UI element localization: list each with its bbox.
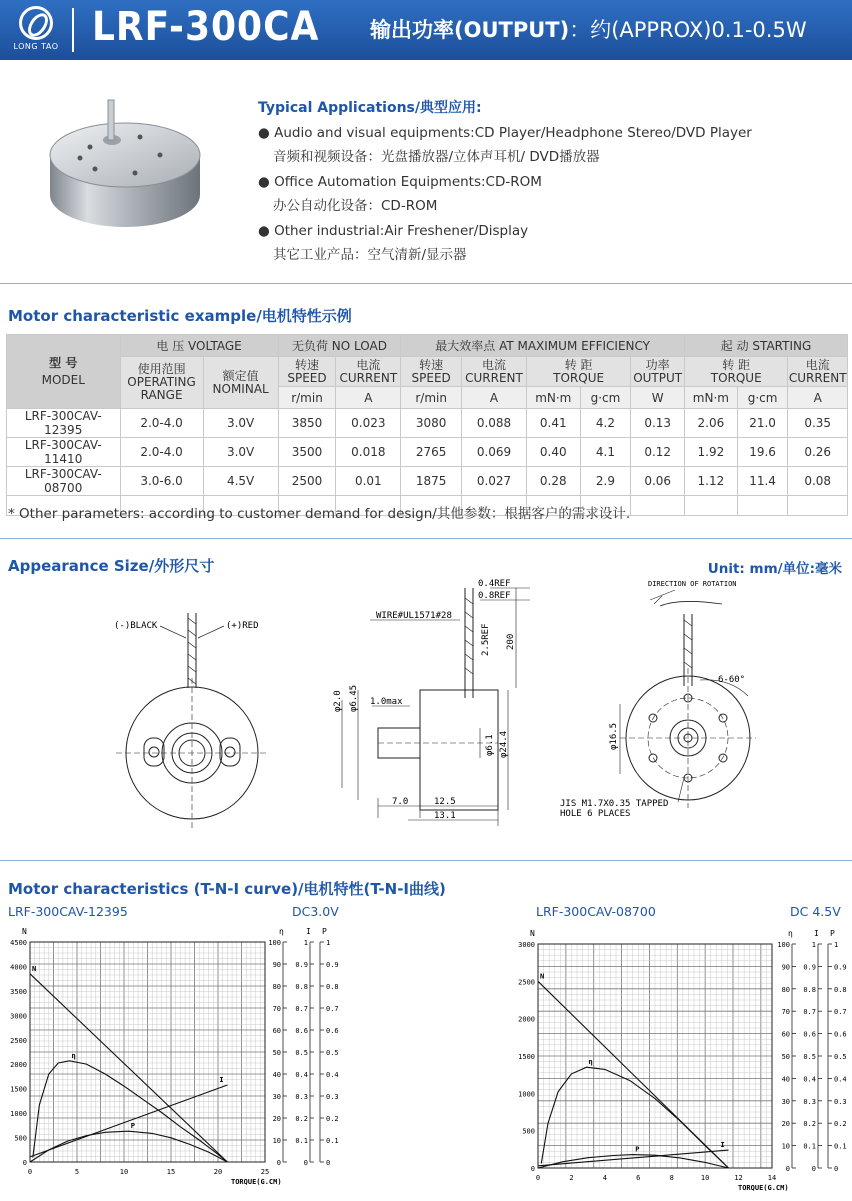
output-power <box>370 14 807 44</box>
i-tick-label: 0.4 <box>803 1075 816 1084</box>
i-tick-label: 0.8 <box>295 983 308 991</box>
eta-tick-label: 70 <box>781 1008 790 1017</box>
cell: 0.35 <box>788 409 848 438</box>
series-label: I <box>219 1076 224 1084</box>
op-range-header <box>120 357 203 409</box>
cell: 2.9 <box>580 467 631 496</box>
table-header-row <box>7 335 848 357</box>
i-tick-label: 0.2 <box>803 1120 816 1129</box>
cell: 3.0-6.0 <box>120 467 203 496</box>
unit-cell: A <box>788 387 848 409</box>
cell: 0.01 <box>336 467 401 496</box>
eta-tick-label: 0 <box>276 1159 281 1167</box>
p-tick-label: 1 <box>326 939 331 947</box>
tni-curve-chart-left <box>0 920 350 1196</box>
cell: 3.0V <box>203 409 278 438</box>
characteristics-table <box>6 334 848 516</box>
op-range-en2: RANGE <box>140 388 183 402</box>
i-tick-label: 0 <box>811 1165 816 1173</box>
voltage-header: 电 压 VOLTAGE <box>120 335 278 357</box>
i-axis-label: I <box>306 927 311 936</box>
cell: 1.12 <box>685 467 738 496</box>
p-tick-label: 0 <box>326 1159 331 1167</box>
eta-tick-label: 100 <box>777 941 790 949</box>
left-chart-voltage: DC3.0V <box>292 904 339 919</box>
i-tick-label: 0.3 <box>803 1097 816 1106</box>
n-tick-label: 500 <box>14 1134 27 1143</box>
speed-en: SPEED <box>411 370 451 385</box>
i-tick-label: 0 <box>303 1159 308 1167</box>
torque-zh: 转 距 <box>722 357 751 372</box>
me-speed-header <box>401 357 462 387</box>
series-label: N <box>32 964 37 973</box>
i-tick-label: 0.4 <box>295 1071 308 1079</box>
x-tick-label: 4 <box>602 1174 607 1182</box>
cell: 0.06 <box>631 467 685 496</box>
current-zh: 电流 <box>805 357 830 372</box>
unit-cell: A <box>336 387 401 409</box>
speed-zh: 转速 <box>295 357 320 372</box>
right-chart-model: LRF-300CAV-08700 <box>536 904 656 919</box>
output-zh: 功率 <box>645 357 670 372</box>
x-tick-label: 2 <box>569 1174 574 1182</box>
eta-tick-label: 20 <box>272 1115 281 1123</box>
dim-1-0max: 1.0max <box>370 697 403 707</box>
model-header <box>7 335 121 409</box>
i-tick-label: 0.5 <box>803 1053 816 1061</box>
n-tick-label: 2000 <box>518 1015 535 1024</box>
nominal-zh: 额定值 <box>222 368 259 383</box>
eta-tick-label: 30 <box>781 1097 790 1106</box>
me-current-header <box>462 357 527 387</box>
eta-tick-label: 40 <box>272 1071 281 1079</box>
p-tick-label: 0.2 <box>326 1115 339 1123</box>
eta-tick-label: 90 <box>781 963 790 972</box>
n-tick-label: 1500 <box>10 1085 27 1094</box>
cell: 3080 <box>401 409 462 438</box>
app-item-zh: 音频和视频设备：光盘播放器/立体声耳机/ DVD播放器 <box>273 149 600 165</box>
series-label: P <box>130 1122 135 1131</box>
n-tick-label: 2500 <box>518 978 535 987</box>
i-tick-label: 0.9 <box>295 961 308 969</box>
series-label: P <box>635 1145 640 1154</box>
n-tick-label: 1500 <box>518 1053 535 1061</box>
eta-tick-label: 10 <box>272 1137 281 1145</box>
p-tick-label: 0.1 <box>326 1137 339 1145</box>
p-axis-label: P <box>322 927 327 936</box>
p-tick-label: 0.4 <box>326 1071 339 1079</box>
n-axis-label: N <box>530 929 535 938</box>
app-item-zh: 办公自动化设备：CD-ROM <box>273 198 438 214</box>
i-tick-label: 0.9 <box>803 963 816 972</box>
st-torque-header <box>685 357 788 387</box>
dim-200: 200 <box>506 633 516 650</box>
eta-tick-label: 100 <box>268 939 281 947</box>
eta-tick-label: 10 <box>781 1142 790 1151</box>
output-en: OUTPUT <box>633 370 683 385</box>
no-load-header: 无负荷 NO LOAD <box>278 335 401 357</box>
cell: 2765 <box>401 438 462 467</box>
table-subheader-row <box>7 357 848 387</box>
cell: 4.2 <box>580 409 631 438</box>
cell: 0.027 <box>462 467 527 496</box>
p-tick-label: 0.3 <box>326 1093 339 1101</box>
series-label: η <box>588 1058 593 1067</box>
cell: 3500 <box>278 438 336 467</box>
logo-text: LONG TAO <box>13 42 59 51</box>
i-tick-label: 1 <box>811 941 816 949</box>
x-tick-label: 10 <box>700 1174 710 1182</box>
cell-model: LRF-300CAV-08700 <box>7 467 121 496</box>
dim-7-0: 7.0 <box>392 797 409 807</box>
red-wire-label: (+)RED <box>226 621 259 631</box>
cell: 4.1 <box>580 438 631 467</box>
cell-model: LRF-300CAV-12395 <box>7 409 121 438</box>
cell: 11.4 <box>737 467 788 496</box>
p-axis-label: P <box>830 929 835 938</box>
x-tick-label: 8 <box>669 1174 674 1182</box>
x-tick-label: 25 <box>260 1168 270 1176</box>
i-tick-label: 0.1 <box>295 1137 308 1145</box>
x-tick-label: 10 <box>119 1168 129 1176</box>
design-note: * Other parameters: according to customer demand for design/其他参数：根据客户的需求设计. <box>8 506 631 522</box>
torque-en: TORQUE <box>553 370 605 385</box>
right-chart-voltage: DC 4.5V <box>790 904 841 919</box>
cell: 4.5V <box>203 467 278 496</box>
app-item-zh: 其它工业产品：空气清新/显示器 <box>273 247 467 263</box>
appearance-title: Appearance Size/外形尺寸 <box>8 557 215 575</box>
p-tick-label: 0.6 <box>834 1030 847 1039</box>
p-tick-label: 0 <box>834 1165 839 1173</box>
x-tick-label: 6 <box>636 1174 641 1182</box>
tapped-hole-label: JIS M1.7X0.35 TAPPED <box>560 799 669 809</box>
characteristics-title: Motor characteristic example/电机特性示例 <box>8 307 352 325</box>
section-divider <box>0 860 852 861</box>
eta-tick-label: 30 <box>272 1093 281 1101</box>
dim-d6-45: φ6.45 <box>349 684 359 712</box>
starting-header-zh: 起 动 <box>720 339 749 353</box>
banner-divider <box>72 8 74 52</box>
p-tick-label: 0.5 <box>834 1053 847 1061</box>
x-tick-label: 14 <box>767 1174 777 1182</box>
i-tick-label: 0.7 <box>295 1005 308 1013</box>
wire-spec-label: WIRE#UL1571#28 <box>376 611 452 621</box>
left-chart-model: LRF-300CAV-12395 <box>8 904 128 919</box>
cell: 1875 <box>401 467 462 496</box>
unit-cell: g·cm <box>737 387 788 409</box>
dim-d24-4: φ24.4 <box>499 730 509 758</box>
torque-en: TORQUE <box>710 370 762 385</box>
unit-cell: r/min <box>278 387 336 409</box>
p-tick-label: 0.4 <box>834 1075 847 1084</box>
cell: 21.0 <box>737 409 788 438</box>
logo-mark-icon <box>19 6 53 40</box>
rotation-label: DIRECTION OF ROTATION <box>648 580 737 588</box>
i-tick-label: 0.1 <box>803 1142 816 1151</box>
p-tick-label: 1 <box>834 941 839 949</box>
p-tick-label: 0.9 <box>834 963 847 972</box>
series-label: η <box>71 1051 76 1060</box>
current-zh: 电流 <box>356 357 381 372</box>
cell: 3.0V <box>203 438 278 467</box>
app-item-en: Other industrial:Air Freshener/Display <box>274 222 529 239</box>
p-tick-label: 0.9 <box>326 961 339 969</box>
app-item: ● Office Automation Equipments:CD-ROM <box>258 173 542 190</box>
table-row <box>7 409 848 438</box>
output-value: ：约(APPROX)0.1-0.5W <box>569 18 807 42</box>
unit-cell: W <box>631 387 685 409</box>
x-axis-label: TORQUE(G.CM) <box>738 1184 789 1192</box>
i-tick-label: 0.5 <box>295 1049 308 1057</box>
n-tick-label: 1000 <box>10 1110 27 1119</box>
cell: 0.26 <box>788 438 848 467</box>
i-tick-label: 0.2 <box>295 1115 308 1123</box>
n-tick-label: 0 <box>22 1159 27 1167</box>
n-axis-label: N <box>22 927 27 936</box>
n-tick-label: 3000 <box>518 941 535 949</box>
unit-cell: mN·m <box>526 387 580 409</box>
app-item-en: Office Automation Equipments:CD-ROM <box>274 173 542 190</box>
torque-zh: 转 距 <box>564 357 593 372</box>
x-axis-label: TORQUE(G.CM) <box>231 1178 282 1186</box>
cell: 2.0-4.0 <box>120 438 203 467</box>
cell: 0.40 <box>526 438 580 467</box>
header-banner <box>0 0 852 60</box>
series-label: I <box>720 1141 725 1150</box>
i-tick-label: 0.8 <box>803 985 816 994</box>
eta-axis-label: η <box>279 927 284 936</box>
i-tick-label: 0.7 <box>803 1008 816 1017</box>
eta-tick-label: 60 <box>272 1027 281 1035</box>
cell: 0.13 <box>631 409 685 438</box>
i-tick-label: 1 <box>303 939 308 947</box>
model-header-zh: 型 号 <box>49 355 78 370</box>
eta-tick-label: 40 <box>781 1075 790 1084</box>
app-item-en: Audio and visual equipments:CD Player/Headphone Stereo/DVD Player <box>274 124 752 141</box>
cell: 0.28 <box>526 467 580 496</box>
n-tick-label: 0 <box>530 1165 535 1173</box>
st-current-header <box>788 357 848 387</box>
i-tick-label: 0.6 <box>803 1030 816 1039</box>
cell-model: LRF-300CAV-11410 <box>7 438 121 467</box>
motor-photo <box>40 95 210 235</box>
cell: 2.0-4.0 <box>120 409 203 438</box>
app-item: ● Audio and visual equipments:CD Player/Headphone Stereo/DVD Player <box>258 124 752 141</box>
model-header-en: MODEL <box>41 372 85 387</box>
nl-speed-header <box>278 357 336 387</box>
applications <box>258 96 752 268</box>
x-tick-label: 12 <box>734 1174 743 1182</box>
eta-tick-label: 90 <box>272 961 281 969</box>
p-tick-label: 0.2 <box>834 1120 847 1129</box>
applications-heading: Typical Applications/典型应用: <box>258 100 482 116</box>
front-view-drawing <box>560 578 810 823</box>
model-title: LRF-300CA <box>92 4 320 50</box>
dim-d6-1: φ6.1 <box>485 734 495 756</box>
speed-zh: 转速 <box>419 357 444 372</box>
dim-d16-5: φ16.5 <box>609 722 619 750</box>
unit-cell: A <box>462 387 527 409</box>
cell: 2.06 <box>685 409 738 438</box>
tni-curve-chart-right <box>500 920 852 1196</box>
eta-tick-label: 0 <box>785 1165 790 1173</box>
n-tick-label: 3000 <box>10 1012 27 1021</box>
p-tick-label: 0.8 <box>834 985 847 994</box>
x-tick-label: 0 <box>27 1168 33 1176</box>
eta-tick-label: 60 <box>781 1030 790 1039</box>
p-tick-label: 0.7 <box>326 1005 339 1013</box>
black-wire-label: (-)BLACK <box>114 621 158 631</box>
p-tick-label: 0.7 <box>834 1008 847 1017</box>
n-tick-label: 4500 <box>10 939 27 947</box>
unit-label: Unit: mm/单位:毫米 <box>707 561 842 577</box>
max-efficiency-header: 最大效率点 AT MAXIMUM EFFICIENCY <box>401 335 685 357</box>
n-tick-label: 2500 <box>10 1036 27 1045</box>
cell: 1.92 <box>685 438 738 467</box>
series-label: N <box>540 972 545 981</box>
cell: 2500 <box>278 467 336 496</box>
x-tick-label: 0 <box>535 1174 541 1182</box>
n-tick-label: 4000 <box>10 963 27 972</box>
eta-axis-label: η <box>788 929 793 938</box>
p-tick-label: 0.8 <box>326 983 339 991</box>
n-tick-label: 500 <box>522 1127 535 1136</box>
unit-cell: mN·m <box>685 387 738 409</box>
cell: 0.41 <box>526 409 580 438</box>
cell: 0.023 <box>336 409 401 438</box>
i-axis-label: I <box>814 929 819 938</box>
series-line-i <box>538 1150 729 1166</box>
me-output-header <box>631 357 685 387</box>
nominal-header <box>203 357 278 409</box>
n-tick-label: 1000 <box>518 1090 535 1099</box>
cell: 0.12 <box>631 438 685 467</box>
table-row <box>7 467 848 496</box>
side-view-drawing <box>320 578 540 828</box>
eta-tick-label: 80 <box>781 985 790 994</box>
dim-0-4ref: 0.4REF <box>478 579 511 589</box>
op-range-zh: 使用范围 <box>137 362 186 376</box>
n-tick-label: 2000 <box>10 1061 27 1070</box>
p-tick-label: 0.1 <box>834 1142 847 1151</box>
p-tick-label: 0.6 <box>326 1027 339 1035</box>
app-item: ● Other industrial:Air Freshener/Display <box>258 222 529 239</box>
dim-2-5ref: 2.5REF <box>481 623 491 656</box>
eta-tick-label: 20 <box>781 1120 790 1129</box>
cell: 0.069 <box>462 438 527 467</box>
nl-current-header <box>336 357 401 387</box>
back-view-drawing <box>100 578 280 818</box>
starting-header-en: STARTING <box>752 339 812 353</box>
cell: 0.08 <box>788 467 848 496</box>
eta-tick-label: 50 <box>781 1053 790 1061</box>
cell: 19.6 <box>737 438 788 467</box>
current-en: CURRENT <box>339 370 398 385</box>
i-tick-label: 0.6 <box>295 1027 308 1035</box>
company-logo <box>6 4 66 56</box>
curves-title: Motor characteristics (T-N-I curve)/电机特性(T-N-I曲线) <box>8 880 446 898</box>
current-zh: 电流 <box>481 357 506 372</box>
dim-12-5: 12.5 <box>434 797 456 807</box>
x-tick-label: 15 <box>166 1168 176 1176</box>
dim-0-8ref: 0.8REF <box>478 591 511 601</box>
speed-en: SPEED <box>287 370 327 385</box>
section-divider <box>0 538 852 539</box>
dim-d2-0: φ2.0 <box>333 690 343 712</box>
i-tick-label: 0.3 <box>295 1093 308 1101</box>
cell: 3850 <box>278 409 336 438</box>
unit-cell: r/min <box>401 387 462 409</box>
section-divider <box>0 283 852 284</box>
unit-cell: g·cm <box>580 387 631 409</box>
tapped-hole-label-2: HOLE 6 PLACES <box>560 809 631 819</box>
cell: 0.088 <box>462 409 527 438</box>
table-row <box>7 438 848 467</box>
dim-13-1: 13.1 <box>434 811 456 821</box>
me-torque-header <box>526 357 630 387</box>
op-range-en1: OPERATING <box>127 375 196 389</box>
cell: 0.018 <box>336 438 401 467</box>
current-en: CURRENT <box>788 370 847 385</box>
eta-tick-label: 80 <box>272 983 281 991</box>
p-tick-label: 0.5 <box>326 1049 339 1057</box>
starting-header <box>685 335 848 357</box>
series-line-eta <box>33 1061 228 1162</box>
nominal-en: NOMINAL <box>212 381 269 396</box>
n-tick-label: 3500 <box>10 987 27 996</box>
current-en: CURRENT <box>465 370 523 385</box>
eta-tick-label: 70 <box>272 1005 281 1013</box>
p-tick-label: 0.3 <box>834 1097 847 1106</box>
eta-tick-label: 50 <box>272 1049 281 1057</box>
x-tick-label: 5 <box>74 1168 80 1176</box>
angle-label: 6-60° <box>718 675 746 685</box>
output-label: 输出功率(OUTPUT) <box>370 18 570 42</box>
x-tick-label: 20 <box>213 1168 223 1176</box>
